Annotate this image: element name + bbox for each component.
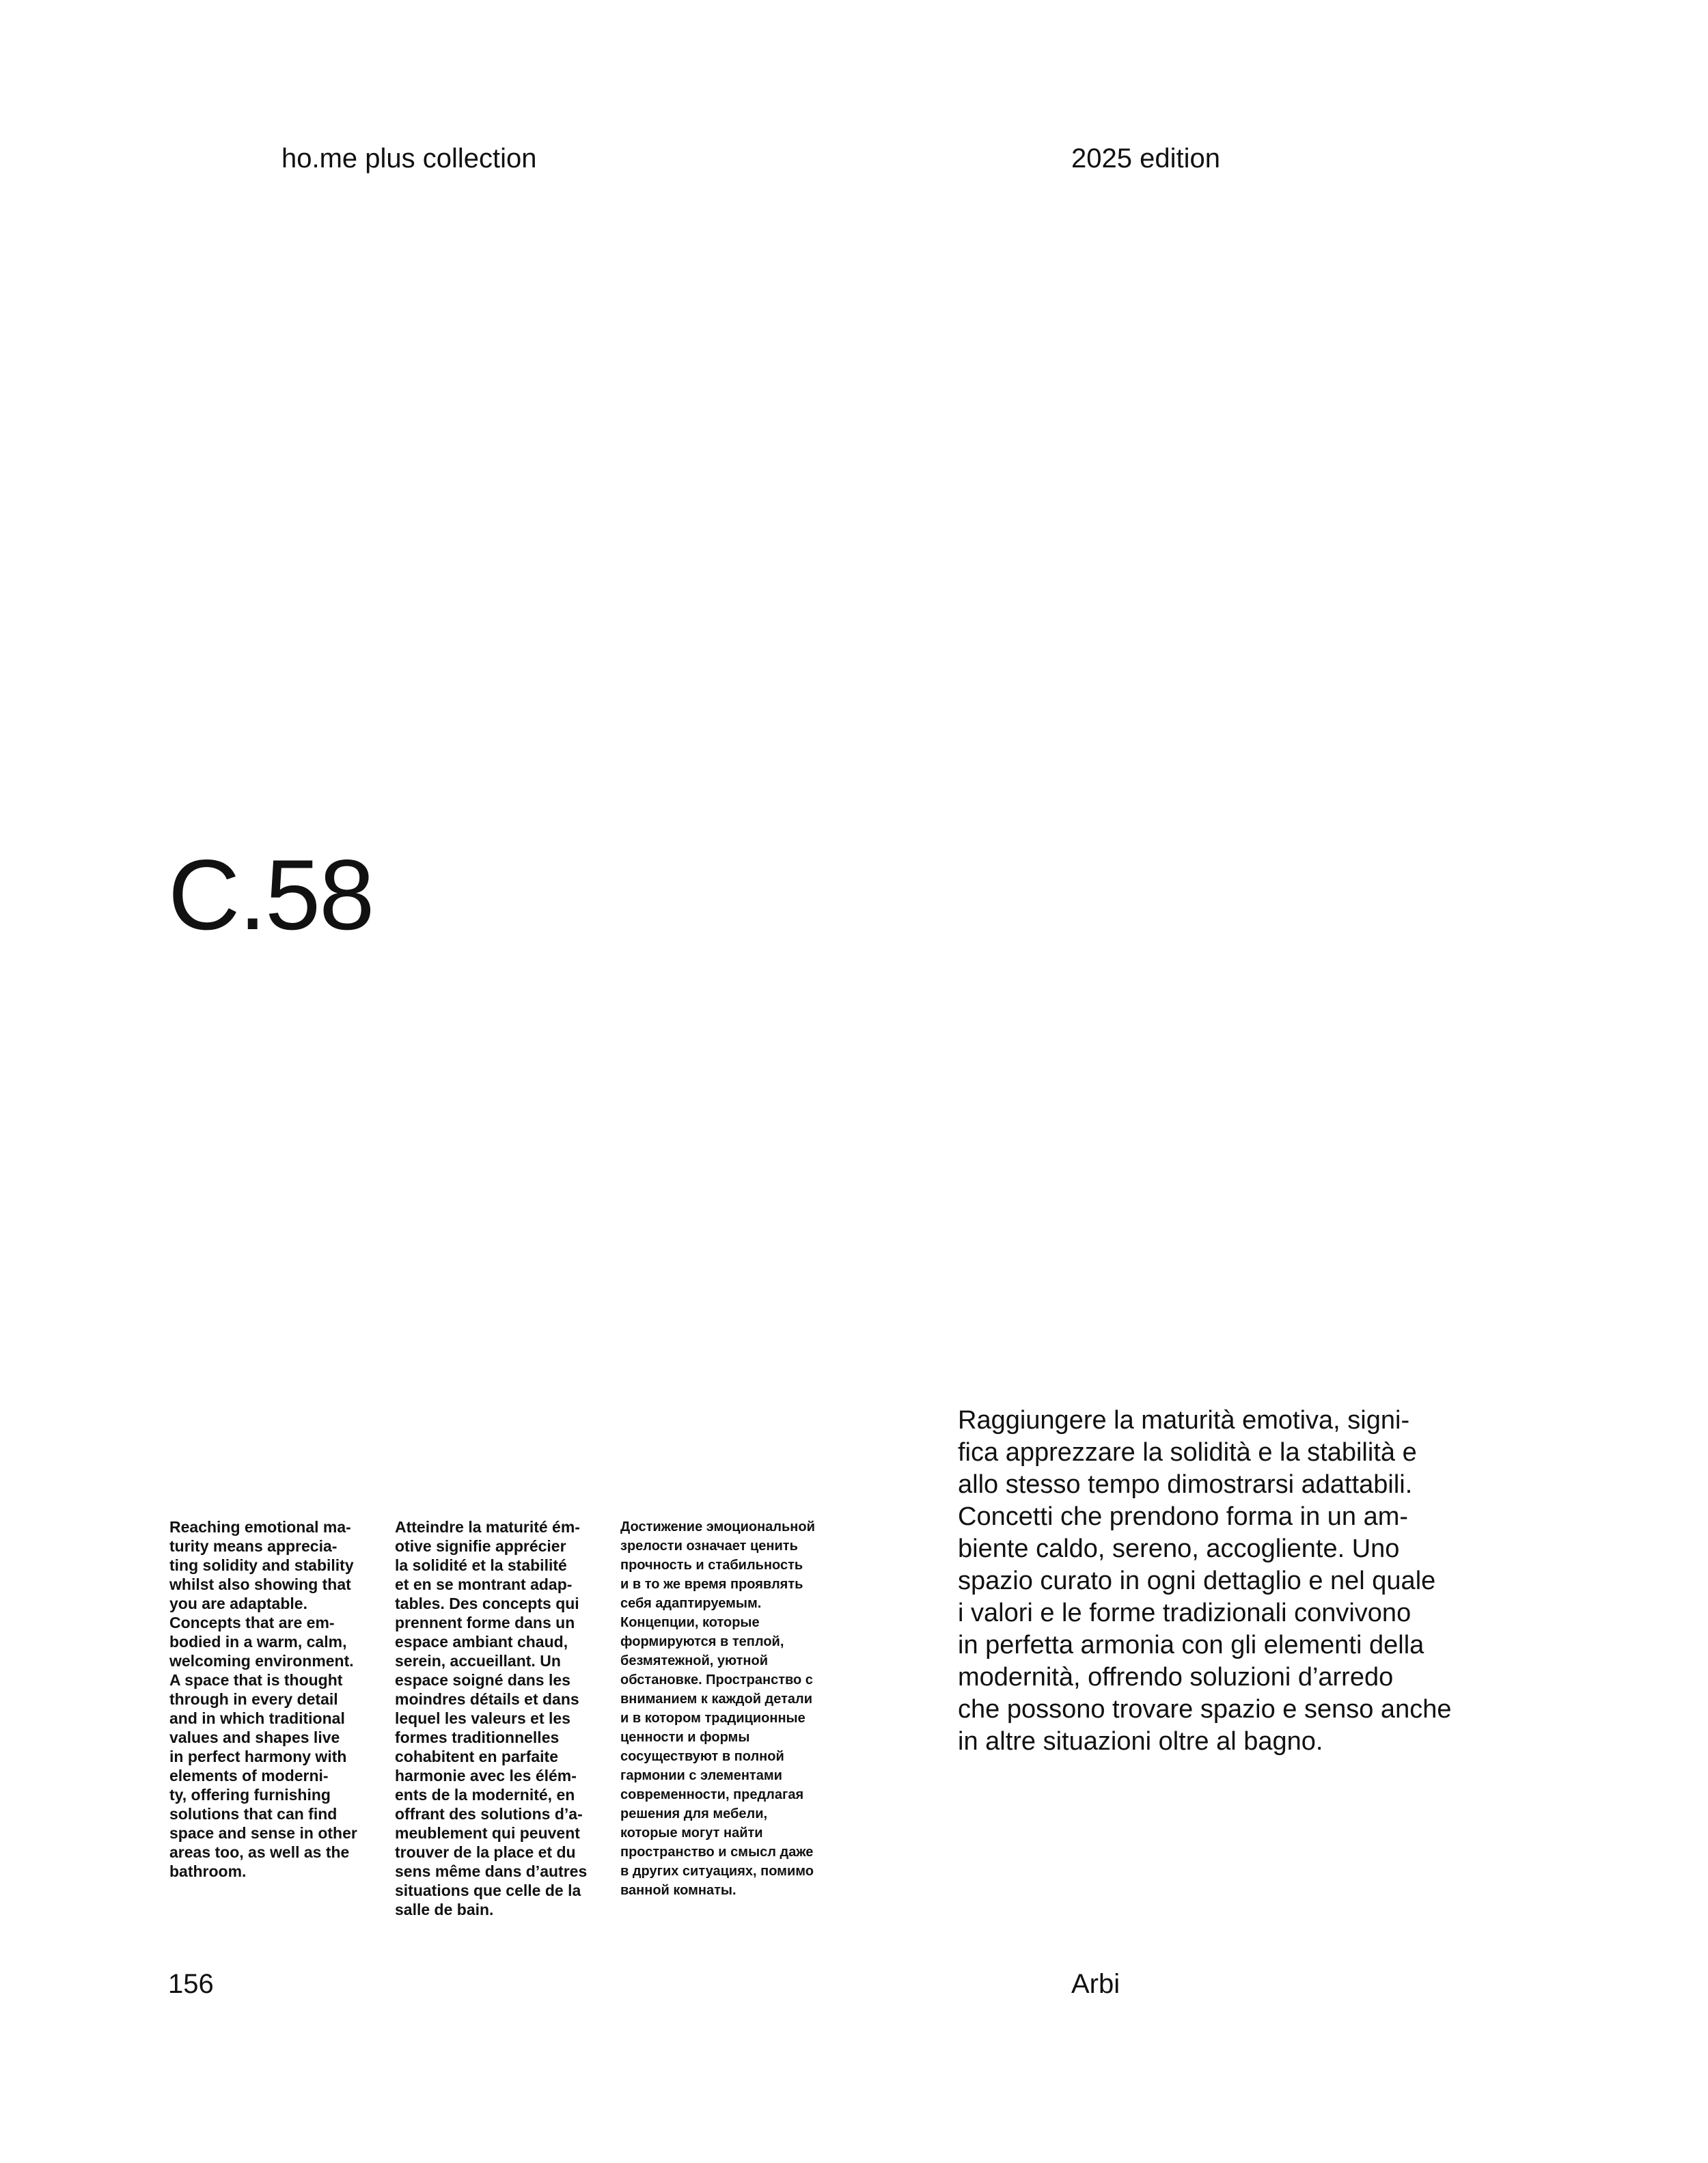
edition-label: 2025 edition (1071, 143, 1220, 174)
text-column-russian: Достижение эмоциональной зрелости означает ценить прочность и стабильность и в то же время проявлять себя адаптируемым. Концепции, которые формируются в теплой, безмятежной, уютной обстановке. Пространство с вниманием к каждой детали и в котором традиционные ценности и формы сосуществуют в полной гармонии с элементами современности, предлагая решения для мебели, которые могут найти пространство и смысл даже в других ситуациях, помимо ванной комнаты. (620, 1519, 815, 1898)
text-column-english: Reaching emotional ma- turity means apprecia- ting solidity and stability whilst also showing that you are adaptable. Concepts that are em- bodied in a warm, calm, welcoming environment. A space that is thought through in every detail and in which traditional values and shapes live in perfect harmony with elements of moderni- ty, offering furnishing solutions that can find space and sense in other areas too, as well as the bathroom. (169, 1518, 357, 1880)
collection-title: ho.me plus collection (281, 143, 537, 174)
text-column-french: Atteindre la maturité ém- otive signifie apprécier la solidité et la stabilité et en se montrant adap- tables. Des concepts qui prennent forme dans un espace ambiant chaud, serein, accueillant. Un espace soigné dans les moindres détails et dans lequel les valeurs et les formes traditionnelles cohabitent en parfaite harmonie avec les élém- ents de la modernité, en offrant des solutions d’a- meublement qui peuvent trouver de la place et du sens même dans d’autres situations que celle de la salle de bain. (395, 1518, 588, 1918)
brand-name: Arbi (1071, 1969, 1120, 1999)
page-number: 156 (168, 1969, 214, 1999)
intro-paragraph-italian: Raggiungere la maturità emotiva, signi- fica apprezzare la solidità e la stabilità e allo stesso tempo dimostrarsi adattabili. Concetti che prendono forma in un am- biente caldo, sereno, accogliente. Uno spazio curato in ogni dettaglio e nel quale i valori e le forme tradizionali convivono in perfetta armonia con gli elementi della modernità, offrendo soluzioni d’arredo che possono trovare spazio e senso anche in altre situazioni oltre al bagno. (958, 1406, 1452, 1756)
chapter-code: C.58 (168, 839, 374, 950)
